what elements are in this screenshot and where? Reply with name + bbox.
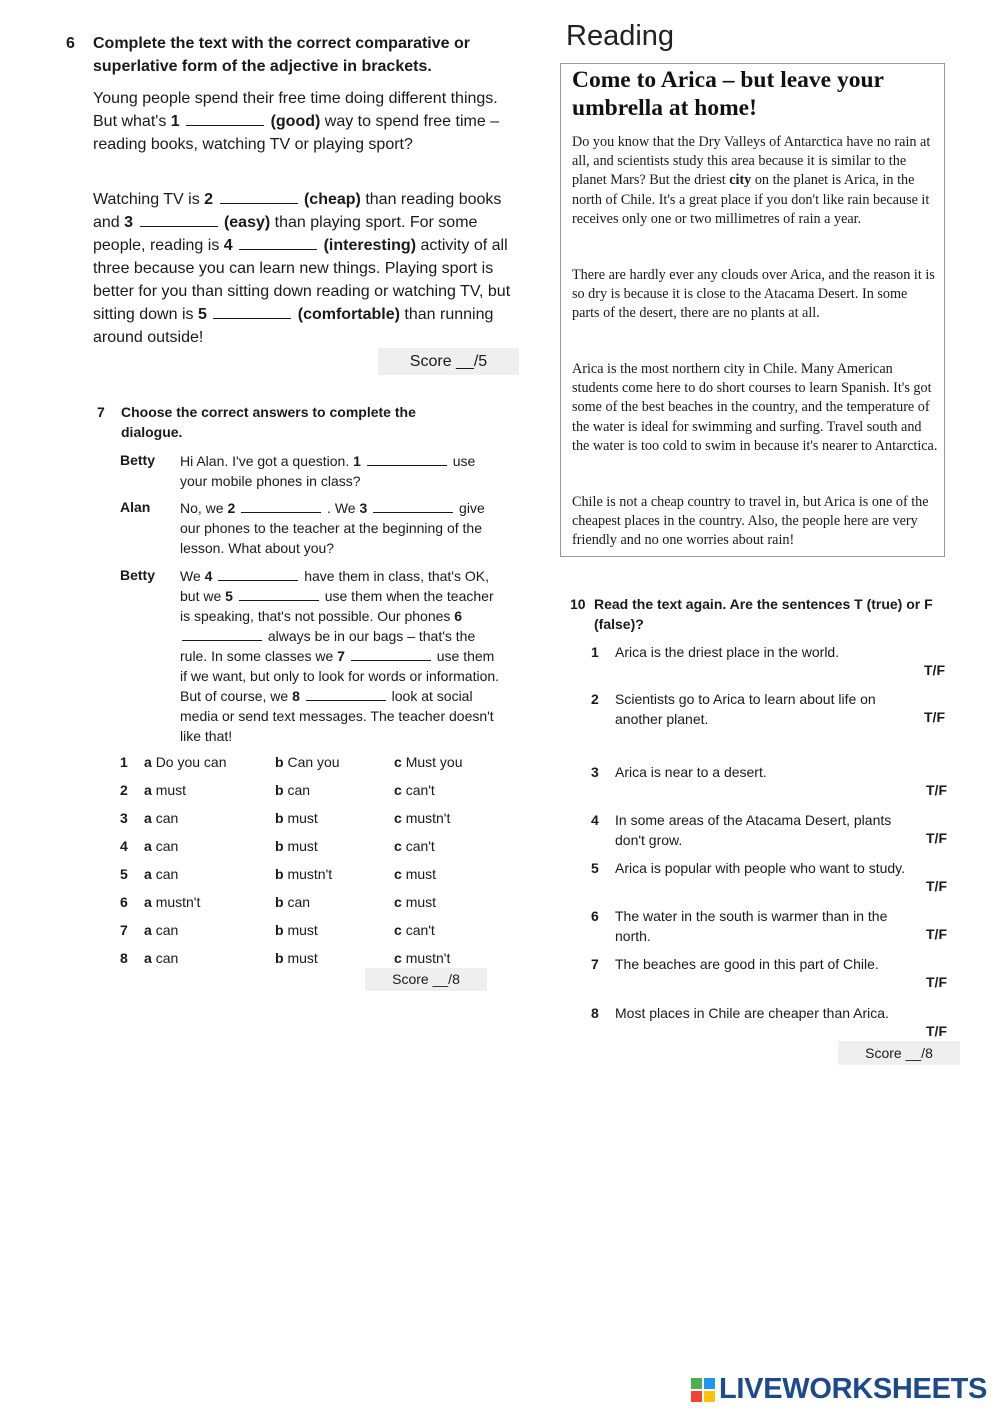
option-b[interactable]: b must bbox=[275, 922, 318, 938]
exercise-6-paragraph-2: Watching TV is 2 (cheap) than reading books and 3 (easy) than playing sport. For some people, reading is 4 (interesting) activity of all three because you can learn new things. Playing sport is better for you than sitting down reading or watching TV, but sitting down is 5 (comfortable) than running around outside! bbox=[93, 191, 511, 346]
option-row: 7 a can b must c can't bbox=[120, 922, 435, 938]
option-a[interactable]: a mustn't bbox=[144, 894, 201, 910]
answer-gap-5[interactable] bbox=[213, 304, 291, 319]
tf-item-5: 5 Arica is popular with people who want to study. bbox=[591, 860, 906, 876]
option-b[interactable]: b mustn't bbox=[275, 866, 333, 882]
option-a[interactable]: a can bbox=[144, 866, 179, 882]
exercise-10-score: Score __/8 bbox=[838, 1041, 960, 1065]
option-c[interactable]: c must bbox=[394, 894, 437, 910]
exercise-7-instruction bbox=[97, 402, 467, 442]
dialogue-gap-1[interactable] bbox=[367, 453, 447, 466]
logo-text: LIVEWORKSHEETS bbox=[719, 1373, 988, 1405]
tf-choice-7[interactable]: T/F bbox=[926, 974, 947, 990]
option-c[interactable]: c Must you bbox=[394, 754, 463, 770]
option-row: 3 a can b must c mustn't bbox=[120, 810, 451, 826]
article-paragraph-2: There are hardly ever any clouds over Arica, and the reason it is so dry is because it is close to the Atacama Desert. In some parts of the desert, there are no plants at all. bbox=[572, 267, 935, 322]
option-row: 8 a can b must c mustn't bbox=[120, 950, 451, 966]
tf-choice-4[interactable]: T/F bbox=[926, 830, 947, 846]
reading-heading: Reading bbox=[566, 20, 675, 52]
exercise-7-score: Score __/8 bbox=[365, 968, 487, 991]
dialogue-gap-6[interactable] bbox=[182, 628, 262, 641]
option-a[interactable]: a can bbox=[144, 810, 179, 826]
adjective-prompt: (good) bbox=[270, 113, 321, 130]
option-row: 6 a mustn't b can c must bbox=[120, 894, 437, 910]
dialogue-gap-5[interactable] bbox=[239, 588, 319, 601]
tf-item-2: 2 Scientists go to Arica to learn about life on another planet. bbox=[591, 691, 876, 727]
answer-gap-3[interactable] bbox=[140, 212, 218, 227]
option-b[interactable]: b can bbox=[275, 894, 311, 910]
option-c[interactable]: c mustn't bbox=[394, 950, 451, 966]
option-row: 4 a can b must c can't bbox=[120, 838, 435, 854]
exercise-number: 10 bbox=[570, 596, 586, 612]
instruction-text: Complete the text with the correct comparative or superlative form of the adjective in brackets. bbox=[93, 35, 470, 75]
dialogue-gap-3[interactable] bbox=[373, 500, 453, 513]
exercise-6-score: Score __/5 bbox=[378, 348, 519, 375]
option-a[interactable]: a can bbox=[144, 922, 179, 938]
article-title: Come to Arica – but leave your umbrella at home! bbox=[572, 67, 884, 121]
liveworksheets-logo-icon bbox=[691, 1378, 715, 1402]
exercise-number: 7 bbox=[97, 404, 105, 420]
tf-choice-2[interactable]: T/F bbox=[924, 709, 945, 725]
option-b[interactable]: b must bbox=[275, 950, 318, 966]
option-a[interactable]: a can bbox=[144, 838, 179, 854]
option-b[interactable]: b Can you bbox=[275, 754, 340, 770]
option-c[interactable]: c must bbox=[394, 866, 437, 882]
option-c[interactable]: c can't bbox=[394, 922, 435, 938]
option-b[interactable]: b must bbox=[275, 838, 318, 854]
dialogue-line-3: We 4 have them in class, that's OK, but we 5 use them when the teacher is speaking, that's not possible. Our phones 6 always be in our bags – that's the rule. In some classes we 7 use them if we want, but only to look for words or information. But of course, we 8 look at social media or send text messages. The teacher doesn't like that! bbox=[180, 568, 500, 744]
tf-choice-1[interactable]: T/F bbox=[924, 662, 945, 678]
speaker-alan: Alan bbox=[120, 499, 151, 515]
option-a[interactable]: a can bbox=[144, 950, 179, 966]
dialogue-line-2: No, we 2 . We 3 give our phones to the teacher at the beginning of the lesson. What about you? bbox=[180, 500, 485, 556]
dialogue-line-1: Hi Alan. I've got a question. 1 use your mobile phones in class? bbox=[180, 453, 476, 489]
tf-item-3: 3 Arica is near to a desert. bbox=[591, 764, 767, 780]
tf-item-1: 1 Arica is the driest place in the world. bbox=[591, 644, 840, 660]
dialogue-gap-8[interactable] bbox=[306, 688, 386, 701]
answer-gap-2[interactable] bbox=[220, 189, 298, 204]
option-c[interactable]: c can't bbox=[394, 838, 435, 854]
tf-choice-8[interactable]: T/F bbox=[926, 1023, 947, 1039]
exercise-number: 6 bbox=[66, 35, 75, 52]
speaker-betty-2: Betty bbox=[120, 567, 156, 583]
dialogue-gap-7[interactable] bbox=[351, 648, 431, 661]
tf-item-4: 4 In some areas of the Atacama Desert, plants don't grow. bbox=[591, 812, 892, 848]
tf-choice-5[interactable]: T/F bbox=[926, 878, 947, 894]
article-paragraph-1: Do you know that the Dry Valleys of Antarctica have no rain at all, and scientists study this area because it is similar to the planet Mars? But the driest city on the planet is Arica, in the north of Chile. It's a great place if you don't like rain because it receives only one or two millimetres of rain a year. bbox=[572, 134, 931, 227]
option-c[interactable]: c mustn't bbox=[394, 810, 451, 826]
answer-gap-1[interactable] bbox=[186, 111, 264, 126]
article-paragraph-3: Arica is the most northern city in Chile. Many American students come here to do short courses to learn Spanish. It's got some of the best beaches in the country, and the temperature of the water is ideal for swimming and surfing. Travel south and the water is too cold to swim in because it's nearer to Antarctica. bbox=[572, 361, 938, 454]
gap-number: 1 bbox=[170, 113, 180, 130]
option-row: 5 a can b mustn't c must bbox=[120, 866, 437, 882]
bold-word-city: city bbox=[729, 172, 752, 189]
option-row: 2 a must b can c can't bbox=[120, 782, 435, 798]
option-a[interactable]: a must bbox=[144, 782, 187, 798]
tf-item-8: 8 Most places in Chile are cheaper than Arica. bbox=[591, 1005, 889, 1021]
exercise-6-paragraph-1: Young people spend their free time doing different things. But what's 1 (good) way to spend free time – reading books, watching TV or playing sport? bbox=[93, 90, 500, 153]
exercise-6-instruction bbox=[66, 32, 516, 78]
speaker-betty: Betty bbox=[120, 452, 156, 468]
instruction-text: Choose the correct answers to complete the dialogue. bbox=[121, 404, 416, 440]
tf-choice-6[interactable]: T/F bbox=[926, 926, 947, 942]
tf-item-7: 7 The beaches are good in this part of Chile. bbox=[591, 956, 879, 972]
option-b[interactable]: b must bbox=[275, 810, 318, 826]
answer-gap-4[interactable] bbox=[239, 235, 317, 250]
option-row: 1 a Do you can b Can you c Must you bbox=[120, 754, 463, 770]
tf-item-6: 6 The water in the south is warmer than in the north. bbox=[591, 908, 888, 944]
dialogue-gap-2[interactable] bbox=[241, 500, 321, 513]
dialogue-gap-4[interactable] bbox=[218, 568, 298, 581]
option-b[interactable]: b can bbox=[275, 782, 311, 798]
option-a[interactable]: a Do you can bbox=[144, 754, 227, 770]
option-c[interactable]: c can't bbox=[394, 782, 435, 798]
tf-choice-3[interactable]: T/F bbox=[926, 782, 947, 798]
article-paragraph-4: Chile is not a cheap country to travel in, but Arica is one of the cheapest places in the country. Also, the people here are very friendly and no one worries about rain! bbox=[572, 494, 929, 549]
exercise-10-instruction bbox=[570, 594, 950, 634]
instruction-text: Read the text again. Are the sentences T (true) or F (false)? bbox=[594, 596, 933, 632]
